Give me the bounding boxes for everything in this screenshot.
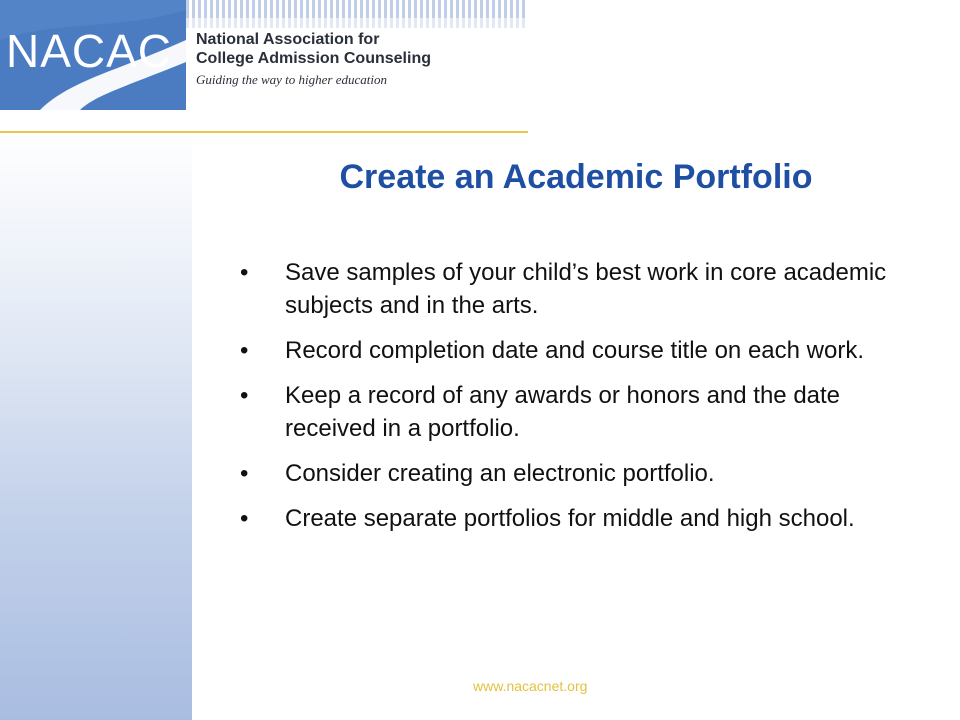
organization-name-line2: College Admission Counseling	[196, 50, 431, 67]
bullet-text: Consider creating an electronic portfolio.	[285, 460, 715, 487]
bullet-icon: •	[240, 382, 249, 409]
logo-wordmark: NACAC	[6, 25, 173, 77]
slide-title: Create an Academic Portfolio	[339, 158, 813, 196]
bullet-item	[240, 379, 930, 445]
bullet-item	[240, 334, 930, 367]
organization-name-line1: National Association for	[196, 31, 380, 48]
organization-name	[196, 30, 431, 68]
header-divider	[0, 131, 528, 133]
organization-tagline: Guiding the way to higher education	[196, 72, 388, 87]
left-gradient-band	[0, 132, 192, 720]
header-stripe-pattern-lower	[186, 18, 528, 28]
bullet-item	[240, 502, 930, 535]
bullet-icon: •	[240, 337, 249, 364]
bullet-icon: •	[240, 259, 249, 286]
bullet-item	[240, 457, 930, 490]
header-stripe-pattern	[186, 0, 528, 18]
bullet-text: Record completion date and course title on each work.	[285, 337, 864, 364]
bullet-text: Create separate portfolios for middle and high school.	[285, 505, 855, 532]
footer-url: www.nacacnet.org	[473, 678, 588, 694]
nacac-logo	[0, 0, 186, 110]
bullet-text: Save samples of your child’s best work in core academic subjects and in the arts.	[285, 259, 887, 319]
bullet-text: Keep a record of any awards or honors and the date received in a portfolio.	[285, 382, 841, 442]
bullet-item	[240, 256, 930, 322]
bullet-list	[240, 256, 930, 547]
bullet-icon: •	[240, 460, 249, 487]
bullet-icon: •	[240, 505, 249, 532]
